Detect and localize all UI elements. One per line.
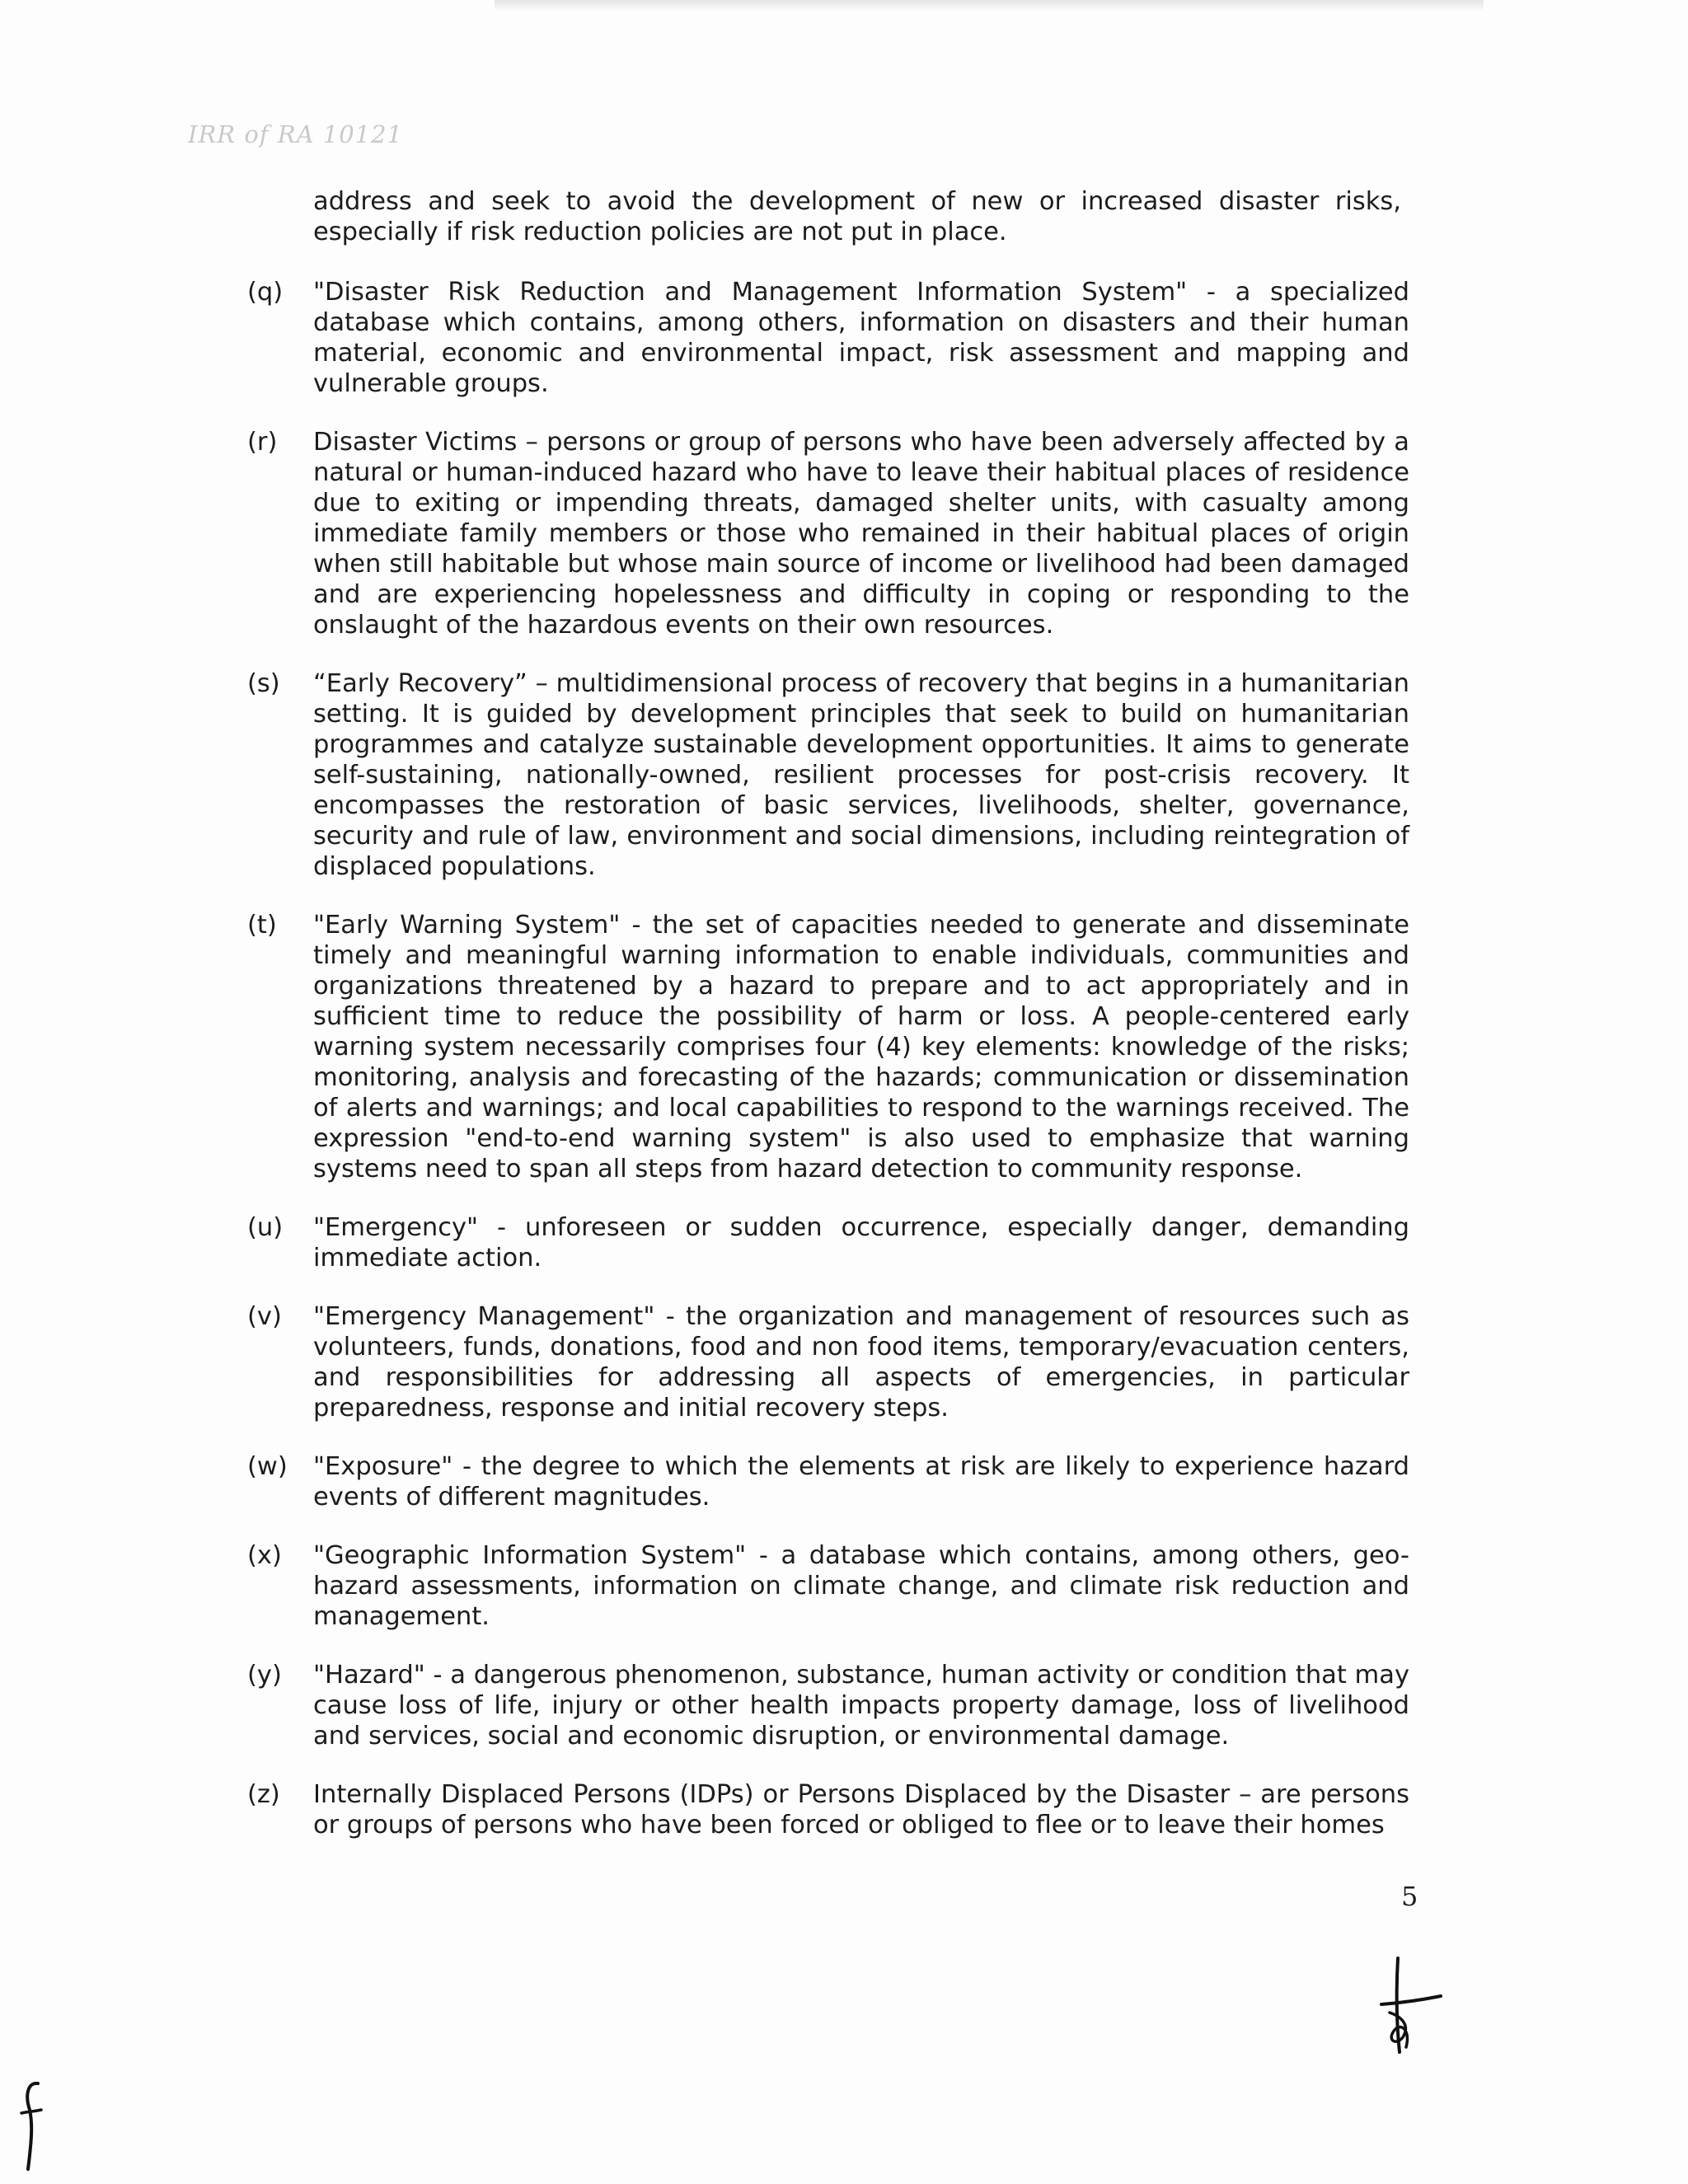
item-text: “Early Recovery” – multidimensional process of recovery that begins in a humanitarian setting. It is guided by development principles that seek to build on humanitarian programmes and catalyze sustainable development opportunities. It aims to generate self-sustaining, nationally-owned, resilient processes for post-crisis recovery. It encompasses the restoration of basic services, livelihoods, shelter, governance, security and rule of law, environment and social dimensions, including reintegration of displaced populations. [313, 669, 1409, 881]
item-text: "Geographic Information System" - a database which contains, among others, geo-hazard assessments, information on climate change, and climate risk reduction and management. [313, 1541, 1409, 1631]
item-text: "Early Warning System" - the set of capacities needed to generate and disseminate timely and meaningful warning information to enable individuals, communities and organizations threatened by a hazard to prepare and to act appropriately and in sufficient time to reduce the possibility of harm or loss. A people-centered early warning system necessarily comprises four (4) key elements: knowledge of the risks; monitoring, analysis and forecasting of the hazards; communication or dissemination of alerts and warnings; and local capabilities to respond to the warnings received. The expression "end-to-end warning system" is also used to emphasize that warning systems need to span all steps from hazard detection to community response. [313, 911, 1409, 1183]
item-label: (t) [247, 911, 277, 940]
page-number: 5 [1401, 1881, 1418, 1912]
item-label: (w) [247, 1452, 288, 1481]
item-text: Internally Displaced Persons (IDPs) or Persons Displaced by the Disaster – are persons or groups of persons who have been forced or obliged to flee or to leave their homes [313, 1780, 1409, 1840]
definition-item-q [247, 277, 1409, 399]
item-text: "Exposure" - the degree to which the elements at risk are likely to experience hazard events of different magnitudes. [313, 1452, 1409, 1511]
definition-item-z [247, 1779, 1409, 1840]
item-text: "Hazard" - a dangerous phenomenon, substance, human activity or condition that may cause loss of life, injury or other health impacts property damage, loss of livelihood and services, social and economic disruption, or environmental damage. [313, 1661, 1409, 1750]
definition-item-r [247, 427, 1409, 640]
item-label: (u) [247, 1213, 284, 1242]
item-text: Disaster Victims – persons or group of persons who have been adversely affected by a natural or human-induced hazard who have to leave their habitual places of residence due to exiting or impending threats, damaged shelter units, with casualty among immediate family members or those who remained in their habitual places of origin when still habitable but whose main source of income or livelihood had been damaged and are experiencing hopelessness and difficulty in coping or responding to the onslaught of the hazardous events on their own resources. [313, 428, 1409, 640]
margin-initial-mark [16, 2077, 49, 2176]
item-label: (r) [247, 428, 278, 457]
item-text: "Disaster Risk Reduction and Management Information System" - a specialized database which contains, among others, information on disasters and their human material, economic and environmental impact, risk assessment and mapping and vulnerable groups. [313, 278, 1409, 398]
item-label: (q) [247, 278, 284, 307]
definition-item-w [247, 1451, 1409, 1512]
item-label: (z) [247, 1780, 280, 1809]
continued-paragraph: address and seek to avoid the development of new or increased disaster risks, especially if risk reduction policies are not put in place. [313, 187, 1401, 246]
definition-item-x [247, 1540, 1409, 1632]
item-label: (y) [247, 1661, 282, 1690]
definition-item-v [247, 1301, 1409, 1423]
item-label: (v) [247, 1302, 282, 1331]
item-text: "Emergency Management" - the organization and management of resources such as volunteers, funds, donations, food and non food items, temporary/evacuation centers, and responsibilities for addressing all aspects of emergencies, in particular preparedness, response and initial recovery steps. [313, 1302, 1409, 1422]
definition-item-u [247, 1212, 1409, 1273]
signature-initial-mark [1378, 1955, 1444, 2062]
scan-edge-shadow [495, 0, 1484, 12]
definitions-list [247, 277, 1409, 1868]
document-header-stamp: IRR of RA 10121 [188, 120, 404, 148]
item-text: "Emergency" - unforeseen or sudden occurrence, especially danger, demanding immediate action. [313, 1213, 1409, 1272]
definition-item-y [247, 1660, 1409, 1751]
item-label: (s) [247, 669, 280, 698]
definition-item-t [247, 910, 1409, 1184]
item-label: (x) [247, 1541, 282, 1570]
definition-item-s [247, 668, 1409, 882]
